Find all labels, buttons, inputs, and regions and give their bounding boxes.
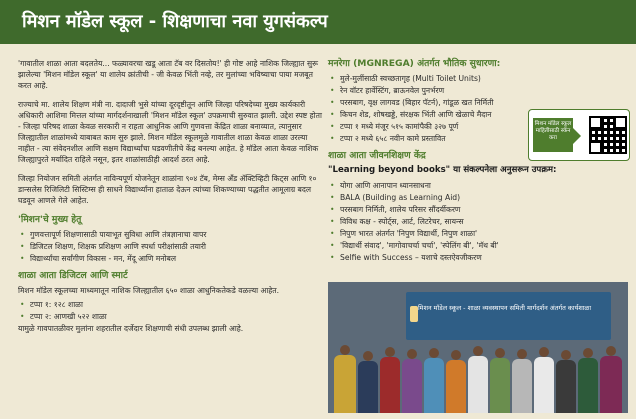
bullet-icon: • — [330, 122, 335, 131]
list-item: • विद्यार्थ्यांचा सर्वांगीण विकास - मन, मेंदू आणि मनोबल — [20, 254, 177, 263]
qr-code-icon[interactable] — [589, 116, 627, 154]
list-item: • टप्पा १: १२८ शाळा — [20, 300, 83, 309]
bullet-icon: • — [330, 205, 335, 214]
list-item: • Selfie with Success – यशाचे दस्तऐवजीकरण — [330, 253, 482, 262]
list-item: • टप्पा २: आणखी ५२२ शाळा — [20, 312, 107, 321]
digital-smart-heading: शाळा आता डिजिटल आणि स्मार्ट — [18, 270, 128, 281]
list-item: • डिजिटल शिक्षण, शिक्षक प्रशिक्षण आणि स्पर्धा परीक्षांसाठी तयारी — [20, 242, 206, 251]
bullet-icon: • — [330, 229, 335, 238]
bullet-icon: • — [330, 110, 335, 119]
bullet-icon: • — [330, 181, 335, 190]
list-item: • रेन वॉटर हार्वेस्टिंग, ब्राऊनवेल पुनर्भरण — [330, 86, 445, 95]
qr-callout — [528, 109, 630, 161]
bullet-icon: • — [20, 300, 25, 309]
learning-beyond-books-heading: "Learning beyond books" या संकल्पनेला अनुसरून उपक्रम: — [328, 165, 557, 175]
mgnrega-list — [328, 73, 523, 144]
list-item: • निपुण भारत अंतर्गत 'निपुण विद्यार्थी, निपुण शाळा' — [330, 229, 478, 238]
mission-aims-list — [18, 229, 323, 264]
left-column — [18, 58, 323, 342]
life-education-heading: शाळा आता जीवनशिक्षण केंद्र — [328, 150, 426, 161]
mission-start-paragraph: राज्याचे मा. शालेय शिक्षण मंत्री ना. दादाजी भुसे यांच्या दूरदृष्टीतून आणि जिल्हा परिषदेच्या मुख्य कार्यकारी अधिकारी आशिमा मित्तल यांच्या मार्गदर्शनाखाली 'मिशन मॉडेल स्कूल' उपक्रमाची सुरुवात झाली. उद्देश स्पष्ट होता - जिल्हा परिषद शाळा केवळ सरकारी न राहता आधुनिक आणि गुणवत्ता केंद्रित शाळा बनाव्यात, त्यानुसार जिल्ह्यातील शाळांमध्ये याबाबत काम सुरु झाले. मिशन मॉडेल स्कूलमुळे गावातील शाळा केवळ शाळा उरल्या नाहीत - त्या संवेदनशील आणि सक्षम विद्यार्थ्यांचा घडवणीतीचे केंद्र बनल्या आहेत. हे मॉडेल आता केवळ नाशिक जिल्ह्यापुरते मर्यादित राहिले नसून, इतर शाळांसाठीही आदर्श ठरत आहे. — [18, 100, 322, 164]
list-item: • मुले-मुलींसाठी स्वच्छतागृह (Multi Toilet Units) — [330, 74, 481, 83]
page-header — [0, 0, 636, 44]
list-item: • किचन शेड, शोषखड्डे, संरक्षक भिंती आणि खेळाचे मैदान — [330, 110, 492, 119]
qr-label: मिशन मॉडेल स्कूल माहितीसाठी स्कॅन करा — [533, 118, 573, 152]
bullet-icon: • — [330, 134, 335, 143]
phases-list — [18, 299, 323, 322]
event-photo — [328, 282, 628, 413]
list-item: • 'विद्यार्थी संवाद', 'मागोवाचर्चा चर्चा', 'स्पेलिंग बी', 'मॅथ बी' — [330, 241, 499, 250]
bullet-icon: • — [330, 241, 335, 250]
activities-list — [328, 180, 628, 263]
mission-aims-heading: 'मिशन'चे मुख्य हेतू — [18, 214, 82, 225]
right-column — [328, 58, 628, 264]
list-item: • BALA (Building as Learning Aid) — [330, 193, 461, 202]
stage-banner — [406, 292, 611, 340]
bullet-icon: • — [330, 217, 335, 226]
list-item: • परसबाग, वृक्ष लागवड (बिहार पॅटर्न), गांडूळ खत निर्मिती — [330, 98, 494, 107]
planning-paragraph: जिल्हा नियोजन समिती अंतर्गत नाविन्यपूर्ण योजनेतून शाळांना ९०४ टॅब, मेम्स अँड ॲक्टिव्हिटी किट्स आणि १० डान्सलेस रिजिलिटी सिस्टिम्स ही साधने विद्यार्थ्यांना हाताळ देऊन त्यांच्या शिकण्याच्या पद्धतीत आमूलाग्र बदल घडवून आणले गेले आहेत. — [18, 174, 317, 205]
digital-paragraph: मिशन मॉडेल स्कूलच्या माध्यमातून नाशिक जिल्ह्यातील ६५० शाळा आधुनिकतेकडे वळल्या आहेत. — [18, 286, 280, 295]
closing-paragraph: यामुळे गावपातळीवर मुलांना शहरातील दर्जेदार शिक्षणाची संधी उपलब्ध झाली आहे. — [18, 324, 244, 333]
list-item: • योगा आणि आनापान ध्यानसाधना — [330, 181, 431, 190]
bullet-icon: • — [20, 230, 25, 239]
mgnrega-heading: मनरेगा (MGNREGA) अंतर्गत भौतिक सुधारणा: — [328, 58, 501, 69]
list-item: • गुणवत्तापूर्ण शिक्षणासाठी पायाभूत सुविधा आणि तंत्रज्ञानाचा वापर — [20, 230, 207, 239]
arrow-right-icon — [573, 128, 581, 144]
intro-paragraph: 'गावातील शाळा आता बदलतेय... फळ्यावरचा खडू आता टॅब वर दिसतोय!' ही गोष्ट आहे नाशिक जिल्ह्यात सुरू झालेल्या 'मिशन मॉडेल स्कूल' या शालेय क्रांतीची - जी केवळ भिंती नव्हे, तर मुलांच्या भविष्याचा पाया मजबूत करत आहे. — [18, 59, 318, 90]
bullet-icon: • — [330, 253, 335, 262]
people-group — [328, 338, 628, 413]
bullet-icon: • — [20, 254, 25, 263]
page-title: मिशन मॉडेल स्कूल - शिक्षणाचा नवा युगसंकल्प — [22, 11, 328, 32]
bullet-icon: • — [330, 193, 335, 202]
list-item: • टप्पा १ मध्ये मंजूर ५१५ कामांपैकी ३२७ पूर्ण — [330, 122, 459, 131]
emblem-icon — [410, 306, 418, 322]
list-item: • टप्पा २ मध्ये ६५८ नवीन कामे प्रस्तावित — [330, 134, 446, 143]
bullet-icon: • — [330, 74, 335, 83]
list-item: • विविध कक्ष - स्पोर्ट्स, आर्ट, लिटरेचर, सायन्स — [330, 217, 464, 226]
bullet-icon: • — [330, 98, 335, 107]
bullet-icon: • — [20, 312, 25, 321]
list-item: • परसबाग निर्मिती, शालेय परिसर सौंदर्यीकरण — [330, 205, 461, 214]
bullet-icon: • — [20, 242, 25, 251]
banner-text: मिशन मॉडेल स्कूल - शाळा व्यवस्थापन समिती मार्गदर्शन अंतर्गत कार्यशाळा — [418, 304, 592, 312]
bullet-icon: • — [330, 86, 335, 95]
